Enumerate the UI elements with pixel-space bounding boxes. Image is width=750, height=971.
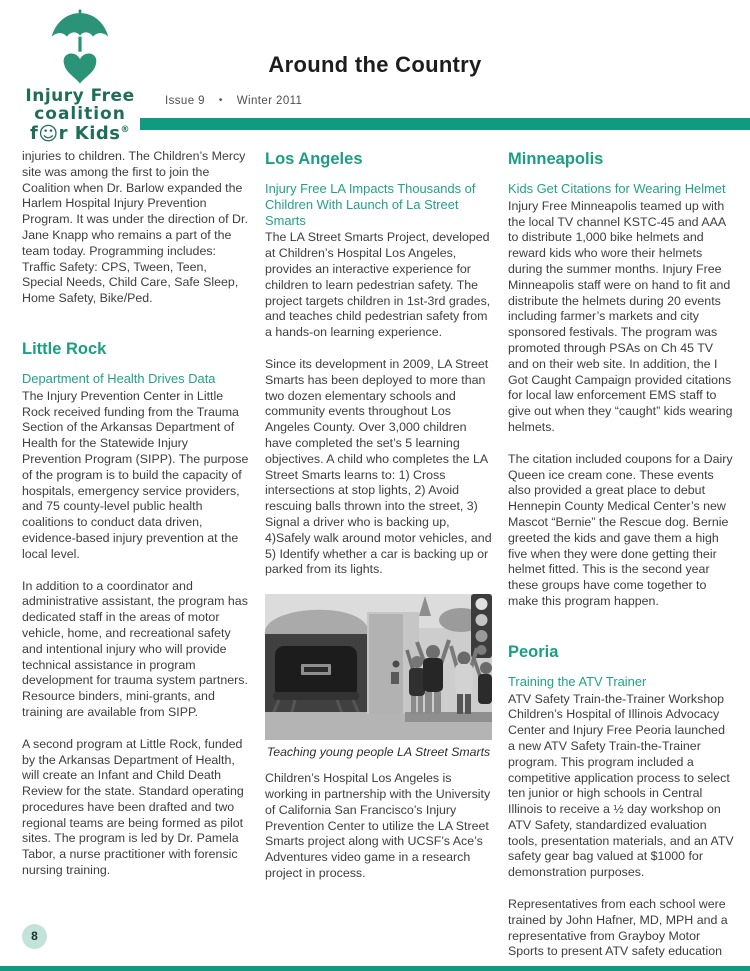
paragraph: Injury Free Minneapolis teamed up with the local TV channel KSTC-45 and AAA to distribute 1,000 bike helmets and reward kids who wore their helmets during the summer months. Injury Free Minneapolis staff were on hand to fit and distribute the helmets during 20 events including farmer’s markets and city sponsored festivals. The program was promoted through PSAs on Ch 45 TV and on their web site. In addition, the I Got Caught Campaign provided citations for local law enforcement EMS staff to give out when they “caught” kids wearing helmets. xyxy=(508,198,733,434)
city-heading-minneapolis: Minneapolis xyxy=(508,150,604,168)
paragraph: The LA Street Smarts Project, developed at Children’s Hospital Los Angeles, provides an interactive experience for children to learn pedestrian safety. The project targets children in 1st-3rd grades, and teaches child pedestrian safety from a hands-on learning experience. xyxy=(265,230,491,340)
photo-caption: Teaching young people LA Street Smarts xyxy=(266,745,491,760)
paragraph: Since its development in 2009, LA Street Smarts has been deployed to more than two dozen elementary schools and community events throughout Los Angeles County. Over 3,000 children have completed the set’s 5 learning objectives. A child who completes the LA Street Smarts learns to: 1) Cross intersections at stop lights, 2) Avoid rescuing balls thrown into the street, 3) Signal a driver who is backing up, 4)Safely walk around motor vehicles, and 5) Identify whether a car is backing up or parked from its lights. xyxy=(265,356,492,577)
footer-divider-bar xyxy=(0,966,750,971)
header-divider-bar xyxy=(140,118,750,130)
la-street-smarts-photo xyxy=(265,594,492,740)
paragraph: ATV Safety Train-the-Trainer Workshop Children’s Hospital of Illinois Advocacy Center and Injury Free Peoria launched a new ATV Safety Train-the-Trainer program. This program included a competitive application process to select ten junior or high schools in Central Illinois to receive a ½ day workshop on ATV Safety, standardized evaluation tools, presentation materials, and an ATV safety gear bag valued at $1000 for demonstration purposes. xyxy=(508,691,734,880)
article-title-peoria: Training the ATV Trainer xyxy=(508,673,647,689)
logo-line-3 xyxy=(16,125,144,145)
paragraph-kansas-city-continued: injuries to children. The Children’s Mercy site was among the first to join the Coalition when Dr. Barlow expanded the Harlem Hospital Injury Prevention Program. It was under the direction of Dr. Jane Knapp who remains a part of the team today. Programming includes: Traffic Safety: CPS, Tween, Teen, Special Needs, Child Care, Safe Sleep, Home Safety, Bike/Ped. xyxy=(22,149,248,306)
column-1 xyxy=(22,149,249,960)
logo-line-3-post: r Kids xyxy=(58,123,121,145)
paragraph: Representatives from each school were trained by John Hafner, MD, MPH and a representative from Grayboy Motor Sports to present ATV safety education xyxy=(508,897,728,959)
page-title: Around the Country xyxy=(268,52,482,77)
paragraph: The citation included coupons for a Dairy Queen ice cream cone. These events also provided a great place to debut Hennepin County Medical Center’s new Mascot “Bernie” the Rescue dog. Bernie greeted the kids and gave them a high five when they were done getting their helmet fitted. This is the second year these groups have come together to make this program happen. xyxy=(508,451,733,608)
paragraph: In addition to a coordinator and administrative assistant, the program has dedicated staff in the areas of motor vehicle, home, and recreational safety and intentional injury who will provide technical assistance in program development for trauma system partners. Resource binders, mini-grants, and training are available from SIPP. xyxy=(22,578,248,719)
logo-wordmark xyxy=(16,88,144,145)
logo-line-3-pre: f xyxy=(29,123,39,145)
logo-line-2: coalition xyxy=(34,103,126,124)
city-heading-peoria: Peoria xyxy=(508,642,559,661)
paragraph: The Injury Prevention Center in Little Rock received funding from the Trauma Section of the Arkansas Department of Health for the Statewide Injury Prevention Program (SIPP). The purpose of the program is to build the capacity of hospitals, emergency service providers, and 75 county-level public health coalitions to conduct data driven, evidence-based injury prevention at the local level. xyxy=(22,388,249,561)
article-title-los-angeles: Injury Free LA Impacts Thousands of Children With Launch of La Street Smarts xyxy=(265,181,476,228)
city-heading-little-rock: Little Rock xyxy=(22,339,107,358)
content-columns xyxy=(22,149,735,960)
issue-line xyxy=(165,95,302,107)
column-3 xyxy=(508,149,735,960)
photo-figure xyxy=(265,594,492,759)
page-number-badge: 8 xyxy=(22,924,47,949)
article-title-minneapolis: Kids Get Citations for Wearing Helmet xyxy=(508,181,726,196)
paragraph: Children’s Hospital Los Angeles is working in partnership with the University of California San Francisco’s Injury Prevention Center to utilize the LA Street Smarts project along with UCSF’s Ace’s Adventures video game in a research project in process. xyxy=(265,771,491,880)
paragraph: A second program at Little Rock, funded by the Arkansas Department of Health, will create an Infant and Child Death Review for the state. Standard operating procedures have been drafted and two regional teams are being formed as pilot sites. The program is led by Dr. Pamela Tabor, a nurse practitioner with forensic nursing training. xyxy=(22,736,244,878)
article-title-little-rock: Department of Health Drives Data xyxy=(22,370,216,386)
date-label: Winter 2011 xyxy=(236,95,303,107)
smiley-face-icon: ☺ xyxy=(38,123,59,146)
city-heading-los-angeles: Los Angeles xyxy=(265,150,363,168)
logo-line-1: Injury Free xyxy=(25,86,135,106)
bullet-separator: • xyxy=(218,95,223,106)
issue-label: Issue 9 xyxy=(165,95,205,107)
column-2 xyxy=(265,149,492,960)
registered-mark: ® xyxy=(120,125,131,136)
